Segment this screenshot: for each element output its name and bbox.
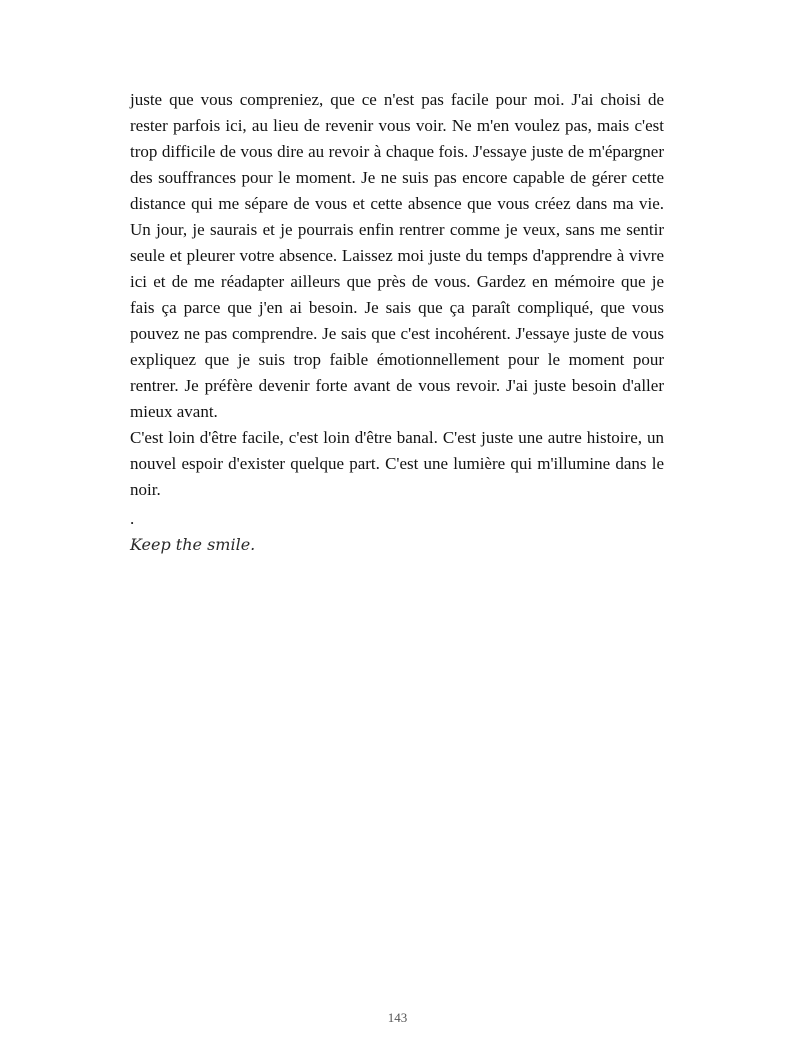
paragraph-closing: C'est loin d'être facile, c'est loin d'être banal. C'est juste une autre histoire, un nouvel espoir d'exister quelque part. C'est une lumière qui m'illumine dans le noir. [130,428,664,499]
paragraph-main: juste que vous compreniez, que ce n'est pas facile pour moi. J'ai choisi de rester parfois ici, au lieu de revenir vous voir. Ne m'en voulez pas, mais c'est trop difficile de vous dire au revoir à chaque fois. J'essaye juste de m'épargner des souffrances pour le moment. Je ne suis pas encore capable de gérer cette distance qui me sépare de vous et cette absence que vous créez dans ma vie. Un jour, je saurais et je pourrais enfin rentrer comme je veux, sans me sentir seule et pleurer votre absence. Laissez moi juste du temps d'apprendre à vivre ici et de me réadapter ailleurs que près de vous. Gardez en mémoire que je fais ça parce que j'en ai besoin. Je sais que ça paraît compliqué, que vous pouvez ne pas comprendre. Je sais que c'est incohérent. J'essaye juste de vous expliquez que je suis trop faible émotionnellement pour le moment pour rentrer. Je préfère devenir forte avant de vous revoir. J'ai juste besoin d'aller mieux avant. [130,90,664,421]
paragraph-signoff-italic: Keep the smile. [130,535,256,554]
paragraph-dot: . [130,509,135,528]
page-number: 143 [387,1010,408,1025]
page-text-block [130,87,664,558]
